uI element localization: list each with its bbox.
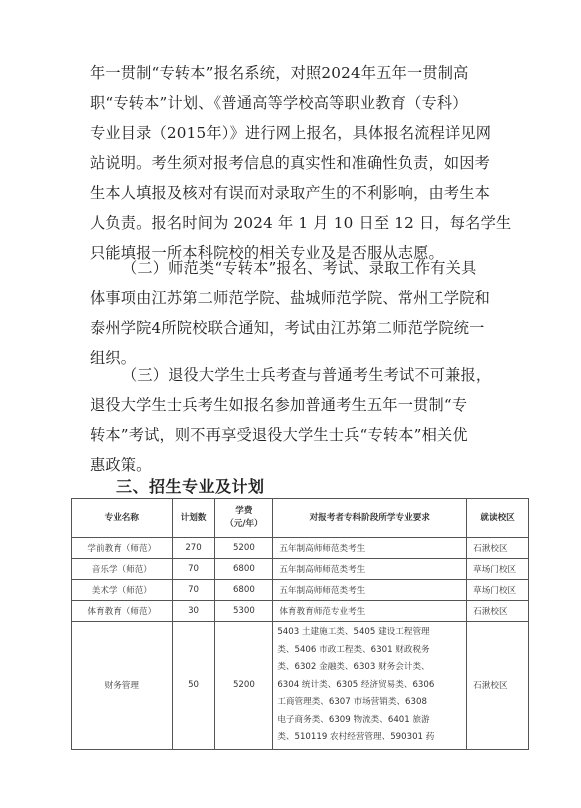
table-header-row xyxy=(72,499,529,538)
requirement-line: 5403 土建施工类、5405 建设工程管理 xyxy=(277,627,430,637)
header-fee-line2: （元/年） xyxy=(225,519,263,529)
paragraph-veterans xyxy=(90,360,500,480)
enrollment-table xyxy=(71,498,529,750)
table-row xyxy=(72,580,529,601)
text-line: （二）师范类“专转本”报名、考试、录取工作有关具 xyxy=(122,259,477,277)
paragraph-registration xyxy=(90,58,512,268)
header-plan: 计划数 xyxy=(172,499,215,538)
cell-plan: 70 xyxy=(172,559,215,580)
text-line: 专业目录（2015年）》进行网上报名，具体报名流程详见网 xyxy=(90,124,492,142)
requirement-line: 6304 统计类、6305 经济贸易类、6306 xyxy=(277,679,435,690)
cell-requirement: 五年制高师师范类考生 xyxy=(273,538,467,559)
cell-requirement: 体育教育师范专业考生 xyxy=(273,601,467,622)
cell-campus: 石湫校区 xyxy=(467,622,529,750)
requirement-line: 类、510119 农村经营管理、590301 药 xyxy=(277,732,435,742)
text-line: 职“专转本”计划、《普通高等学校高等职业教育（专科） xyxy=(90,94,468,112)
cell-requirement: 五年制高师师范类考生 xyxy=(273,559,467,580)
text-line: 人负责。报名时间为 2024 年 1 月 10 日至 12 日，每名学生 xyxy=(90,214,512,232)
requirement-line: 电子商务类、6309 物流类、6401 旅游 xyxy=(277,714,430,725)
requirement-line: 工商管理类、6307 市场营销类、6308 xyxy=(277,697,427,707)
text-line: 生本人填报及核对有误而对录取产生的不利影响，由考生本 xyxy=(90,184,491,202)
table-row xyxy=(72,622,529,750)
section-title: 三、招生专业及计划 xyxy=(116,477,265,496)
cell-campus: 石湫校区 xyxy=(467,601,529,622)
cell-fee: 6800 xyxy=(215,580,273,601)
cell-plan: 30 xyxy=(172,601,215,622)
cell-campus: 草场门校区 xyxy=(467,580,529,601)
cell-fee: 5200 xyxy=(215,538,273,559)
cell-requirement: 五年制高师师范类考生 xyxy=(273,580,467,601)
cell-plan: 50 xyxy=(172,622,215,750)
header-campus: 就读校区 xyxy=(467,499,529,538)
table-row xyxy=(72,601,529,622)
cell-campus: 草场门校区 xyxy=(467,559,529,580)
cell-major: 学前教育（师范） xyxy=(72,538,173,559)
text-line: 站说明。考生须对报考信息的真实性和准确性负责，如因考 xyxy=(90,154,491,172)
cell-major: 体育教育（师范） xyxy=(72,601,173,622)
header-fee xyxy=(215,499,273,538)
text-line: 只能填报一所本科院校的相关专业及是否服从志愿。 xyxy=(90,244,444,262)
cell-major: 美术学（师范） xyxy=(72,580,173,601)
header-fee-line1: 学费 xyxy=(235,506,253,516)
cell-requirement-list xyxy=(273,622,467,750)
cell-plan: 70 xyxy=(172,580,215,601)
cell-major: 音乐学（师范） xyxy=(72,559,173,580)
requirement-line: 类、6302 金融类、6303 财务会计类、 xyxy=(277,662,430,672)
text-line: 组织。 xyxy=(90,349,137,367)
text-line: 惠政策。 xyxy=(90,456,152,474)
cell-plan: 270 xyxy=(172,538,215,559)
text-line: 年一贯制“专转本”报名系统，对照2024年五年一贯制高 xyxy=(90,64,469,82)
header-requirement: 对报考者专科阶段所学专业要求 xyxy=(273,499,467,538)
text-line: （三）退役大学生士兵考查与普通考生考试不可兼报， xyxy=(122,366,492,384)
cell-fee: 6800 xyxy=(215,559,273,580)
cell-campus: 石湫校区 xyxy=(467,538,529,559)
table-row xyxy=(72,559,529,580)
cell-fee: 5300 xyxy=(215,601,273,622)
requirement-line: 类、5406 市政工程类、6301 财政税务 xyxy=(277,644,430,655)
paragraph-normal-school xyxy=(90,253,500,373)
text-line: 泰州学院4所院校联合通知，考试由江苏第二师范学院统一 xyxy=(90,319,485,337)
text-line: 退役大学生士兵考生如报名参加普通考生五年一贯制“专 xyxy=(90,396,468,414)
table-row xyxy=(72,538,529,559)
text-line: 转本”考试，则不再享受退役大学生士兵“专转本”相关优 xyxy=(90,426,468,444)
header-major: 专业名称 xyxy=(72,499,173,538)
cell-major: 财务管理 xyxy=(72,622,173,750)
cell-fee: 5200 xyxy=(215,622,273,750)
text-line: 体事项由江苏第二师范学院、盐城师范学院、常州工学院和 xyxy=(90,289,491,307)
